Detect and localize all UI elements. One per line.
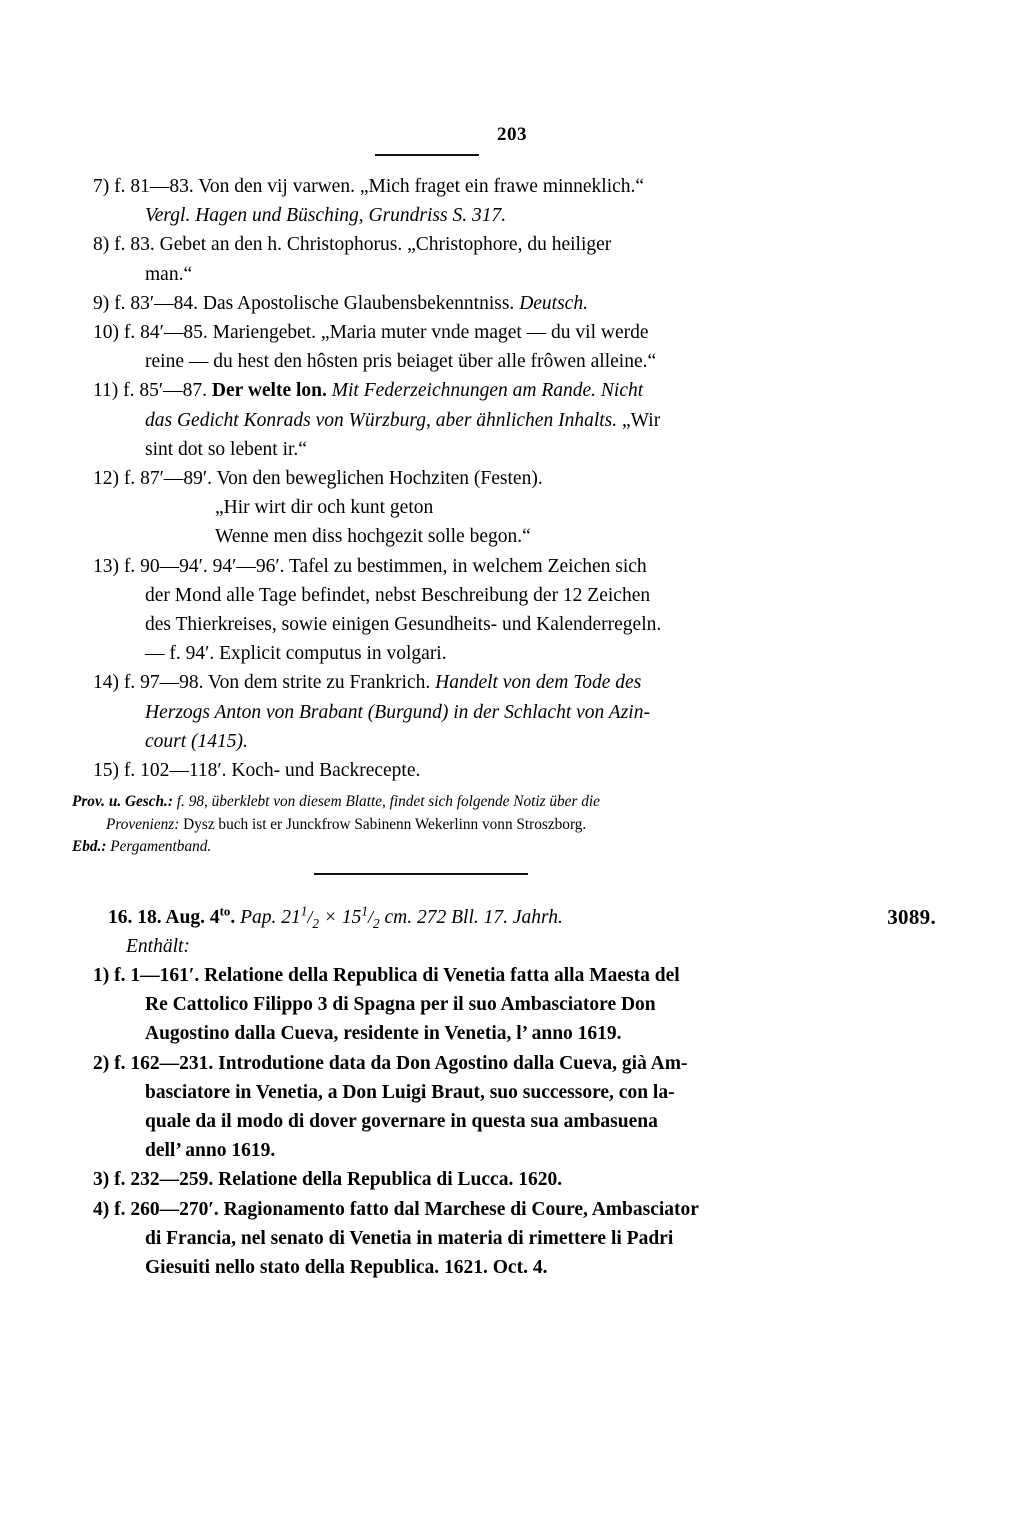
entry-line: [93, 201, 780, 230]
contents-entry: [0, 289, 1024, 318]
entry-text: Mit Federzeichnungen am Rande. Nicht: [326, 380, 644, 402]
entry-text: 14) f. 97—98. Von dem strite zu Frankrich.: [93, 672, 436, 694]
contents-entry: [0, 172, 1024, 230]
record-heading: [0, 903, 1024, 961]
entry-line: [93, 435, 780, 464]
manuscript-contents-list-upper: [0, 172, 1024, 785]
entry-text: court (1415).: [145, 730, 248, 752]
entry-line: [93, 668, 780, 697]
page-number: 203: [497, 124, 527, 145]
entry-text: Handelt von dem Tode des: [435, 672, 642, 694]
contains-label: Enthält:: [126, 936, 190, 958]
entry-line: [93, 347, 780, 376]
binding-label: Ebd.:: [72, 838, 107, 856]
entry-text: sint dot so lebent ir.“: [145, 438, 307, 460]
contents-entry: [0, 961, 1024, 1049]
entry-text: Der welte lon.: [211, 380, 327, 402]
entry-line: [93, 522, 780, 551]
entry-line: [93, 610, 780, 639]
contents-entry: [0, 1049, 1024, 1166]
entry-text: der Mond alle Tage befindet, nebst Beschreibung der 12 Zeichen: [145, 584, 651, 606]
entry-line: [93, 639, 780, 668]
entry-line: [93, 493, 780, 522]
shelfmark-number: 3089.: [887, 905, 936, 929]
contents-entry: [0, 464, 1024, 552]
entry-line: [93, 260, 780, 289]
contents-entry: [0, 552, 1024, 669]
section-divider: [314, 873, 528, 875]
entry-line: basciatore in Venetia, a Don Luigi Braut, suo successore, con la-: [145, 1081, 675, 1103]
entry-line: Re Cattolico Filippo 3 di Spagna per il suo Ambasciatore Don: [145, 994, 656, 1016]
provenance-text-1: f. 98, überklebt von diesem Blatte, findet sich folgende Notiz über die: [172, 793, 600, 810]
record-description: Pap. $21^1/_2 \times 15^1/_2$ cm. 272 Bll. 17. Jahrh.: [235, 903, 563, 931]
entry-text: 11) f. 85′—87.: [93, 380, 212, 402]
entry-line: [93, 230, 780, 259]
entry-line: [93, 756, 780, 785]
contents-entry: [0, 318, 1024, 376]
entry-line: [93, 727, 780, 756]
entry-line: [93, 581, 780, 610]
contents-entry: [0, 756, 1024, 785]
provenance-subheading: Provenienz:: [106, 815, 180, 833]
entry-text: des Thierkreises, sowie einigen Gesundheits- und Kalenderregeln.: [145, 614, 662, 636]
entry-text: 12) f. 87′—89′. Von den beweglichen Hochziten (Festen).: [93, 468, 543, 490]
entry-text: das Gedicht Konrads von Würzburg, aber ähnlichen Inhalts.: [145, 409, 618, 431]
entry-line: Giesuiti nello stato della Republica. 1621. Oct. 4.: [145, 1257, 548, 1279]
entry-line: [93, 318, 780, 347]
entry-text: „Hir wirt dir och kunt geton: [215, 497, 434, 519]
entry-line: [93, 172, 780, 201]
contents-entry: [0, 1195, 1024, 1283]
entry-line: 4) f. 260—270′. Ragionamento fatto dal Marchese di Coure, Ambasciator: [93, 1198, 699, 1220]
page-number-header: [0, 124, 1024, 145]
contents-entry: [0, 230, 1024, 288]
provenance-label: Prov. u. Gesch.:: [72, 793, 173, 810]
entry-text: — f. 94′. Explicit computus in volgari.: [145, 643, 447, 665]
entry-text: 8) f. 83. Gebet an den h. Christophorus. „Christophore, du heiliger: [93, 234, 612, 256]
record-signature: 16. 18. Aug. $4^{to}$.: [108, 904, 236, 928]
entry-text: reine — du hest den hôsten pris beiaget über alle frôwen alleine.“: [145, 351, 657, 373]
entry-line: 2) f. 162—231. Introdutione data da Don Agostino dalla Cueva, già Am-: [93, 1052, 688, 1074]
provenance-line-2: [72, 814, 1024, 837]
entry-line: di Francia, nel senato di Venetia in materia di rimettere li Padri: [145, 1227, 674, 1249]
manuscript-contents-list-lower: [0, 961, 1024, 1282]
entry-line: dell’ anno 1619.: [145, 1140, 276, 1162]
entry-text: Wenne men diss hochgezit solle begon.“: [215, 526, 531, 548]
entry-line: quale da il modo di dover governare in questa sua ambasuena: [145, 1111, 658, 1133]
entry-text: Vergl. Hagen und Büsching, Grundriss S. 317.: [145, 205, 507, 227]
entry-line: [93, 376, 780, 405]
entry-line: 1) f. 1—161′. Relatione della Republica di Venetia fatta alla Maesta del: [93, 965, 680, 986]
entry-text: 9) f. 83′—84. Das Apostolische Glaubensbekenntniss.: [93, 292, 520, 314]
page-number-rule: [375, 154, 479, 156]
entry-line: [93, 698, 780, 727]
entry-text: 10) f. 84′—85. Mariengebet. „Maria muter vnde maget — du vil werde: [93, 322, 649, 344]
entry-line: Augostino dalla Cueva, residente in Venetia, l’ anno 1619.: [145, 1023, 622, 1045]
entry-line: 3) f. 232—259. Relatione della Republica di Lucca. 1620.: [93, 1169, 563, 1191]
entry-text: man.“: [145, 263, 193, 285]
entry-text: 13) f. 90—94′. 94′—96′. Tafel zu bestimmen, in welchem Zeichen sich: [93, 555, 647, 577]
contents-entry: [0, 1165, 1024, 1194]
entry-line: [93, 552, 780, 581]
entry-line: [93, 406, 780, 435]
provenance-note: [0, 791, 1024, 859]
binding-line: [72, 836, 1024, 859]
format-superscript: to: [219, 904, 231, 919]
entry-line: [93, 289, 780, 318]
contains-label-line: [108, 932, 1024, 961]
entry-text: 15) f. 102—118′. Koch- und Backrecepte.: [93, 760, 421, 782]
entry-line: [93, 464, 780, 493]
provenance-quote: Dysz buch ist er Junckfrow Sabinenn Wekerlinn vonn Stroszborg.: [179, 815, 587, 833]
contents-entry: [0, 668, 1024, 756]
provenance-line-1: [72, 791, 1024, 814]
entry-text: „Wir: [617, 409, 661, 431]
binding-value: Pergamentband.: [106, 838, 212, 856]
contents-entry: [0, 376, 1024, 464]
entry-text: Herzogs Anton von Brabant (Burgund) in der Schlacht von Azin-: [145, 701, 650, 723]
entry-text: Deutsch.: [519, 292, 588, 314]
entry-text: 7) f. 81—83. Von den vij varwen. „Mich fraget ein frawe minneklich.“: [93, 176, 645, 197]
